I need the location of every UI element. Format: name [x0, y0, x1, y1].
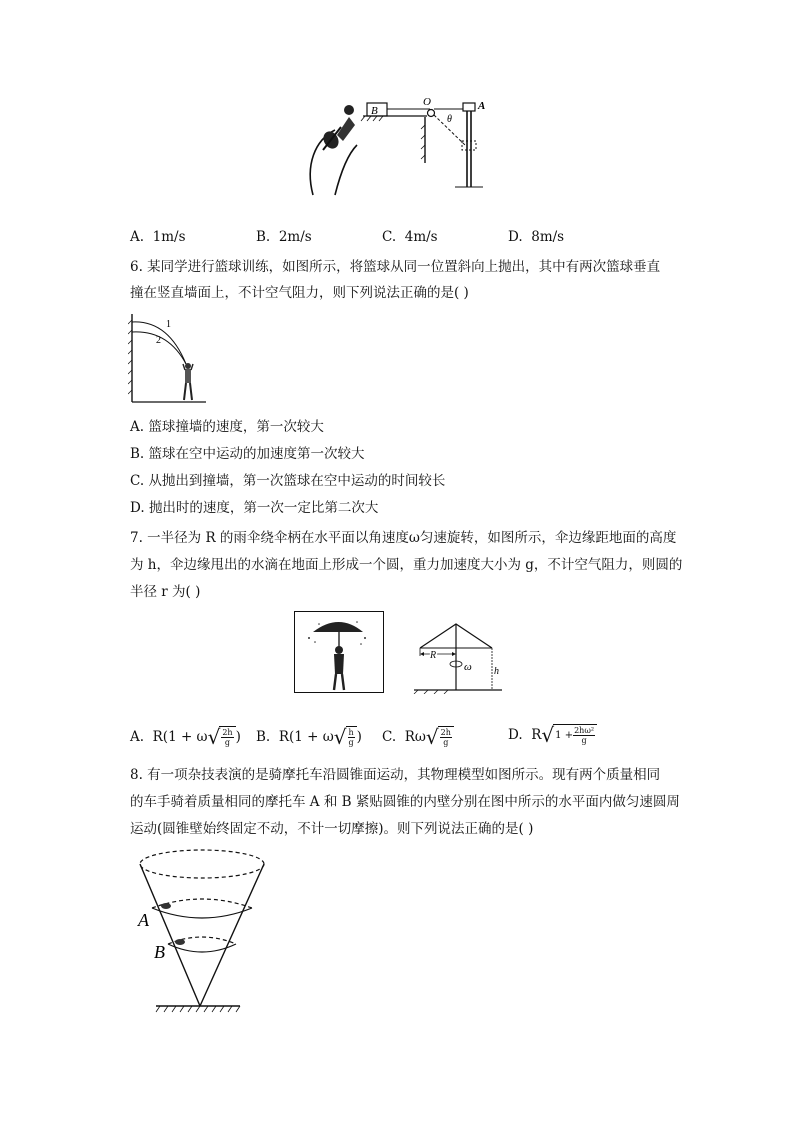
- option-letter: C.: [130, 473, 145, 489]
- umbrella-person-icon: [295, 612, 383, 692]
- option-text: 篮球在空中运动的加速度第一次较大: [148, 446, 365, 462]
- cone-label-b: B: [154, 942, 165, 962]
- q8-stem-line3: 运动(圆锥壁始终固定不动，不计一切摩擦)。则下列说法正确的是( ): [130, 821, 534, 837]
- q7-stem-line3: 半径 r 为( ): [130, 584, 201, 600]
- q7-stem-line2: 为 h，伞边缘甩出的水滴在地面上形成一个圆，重力加速度大小为 g，不计空气阻力，则圆的: [130, 557, 683, 573]
- option-text: 抛出时的速度，第一次一定比第二次大: [148, 500, 379, 516]
- option-text: 篮球撞墙的速度，第一次较大: [148, 419, 324, 435]
- umbrella-label-h: h: [494, 666, 499, 677]
- fraction-numerator: 2h: [222, 728, 233, 737]
- q6-stem-line1: 6. 某同学进行篮球训练，如图所示，将篮球从同一位置斜向上抛出，其中有两次篮球垂直: [130, 259, 661, 275]
- fraction-numerator: h: [348, 728, 354, 737]
- trajectory-label-2: 2: [156, 335, 161, 346]
- option-formula-suffix: ): [235, 728, 241, 745]
- option-letter: A.: [130, 229, 145, 245]
- motorbike-b-icon: [175, 939, 185, 945]
- option-letter: B.: [130, 446, 145, 462]
- q5-option-d[interactable]: [508, 229, 564, 245]
- option-formula-prefix: Rω: [404, 728, 426, 745]
- option-text: 从抛出到撞墙，第一次篮球在空中运动的时间较长: [148, 473, 446, 489]
- option-formula-suffix: ): [356, 728, 362, 745]
- umbrella-photo: [294, 611, 384, 693]
- q6-stem-line2: 撞在竖直墙面上，不计空气阻力，则下列说法正确的是( ): [130, 285, 469, 301]
- sqrt-symbol: √ 1 + $\frac{\text{2hω²}}{g}$: [541, 724, 597, 745]
- sqrt-symbol: √ $\frac{2h}{g}$: [208, 726, 236, 747]
- q8-stem-line1: 8. 有一项杂技表演的是骑摩托车沿圆锥面运动，其物理模型如图所示。现有两个质量相同: [130, 767, 661, 783]
- option-text: 4m/s: [404, 229, 438, 245]
- umbrella-label-r: R: [430, 650, 437, 661]
- option-text: 1m/s: [152, 229, 186, 245]
- option-text: 2m/s: [278, 229, 312, 245]
- fraction-denominator: g: [443, 738, 449, 747]
- q6-option-b[interactable]: [130, 445, 365, 463]
- motorbike-rider-icon: [320, 105, 355, 151]
- q5-option-b[interactable]: [256, 229, 312, 245]
- option-letter: C.: [382, 728, 397, 745]
- q7-option-a[interactable]: [130, 726, 241, 747]
- option-letter: D.: [508, 726, 523, 743]
- q7-option-c[interactable]: [382, 726, 454, 747]
- q7-option-d[interactable]: [508, 724, 597, 745]
- q8-stem-line2: 的车手骑着质量相同的摩托车 A 和 B 紧贴圆锥的内壁分别在图中所示的水平面内做匀速圆周: [130, 794, 680, 810]
- q5-label-b: B: [371, 105, 378, 117]
- option-letter: A.: [130, 419, 145, 435]
- cone-label-a: A: [138, 910, 149, 930]
- q5-option-a[interactable]: [130, 229, 186, 245]
- option-text: 8m/s: [531, 229, 565, 245]
- q5-label-a: A: [478, 100, 486, 112]
- fraction-denominator: g: [224, 738, 231, 747]
- q5-label-theta: θ: [447, 114, 452, 125]
- q5-label-o: O: [423, 96, 431, 108]
- q7-option-b[interactable]: [256, 726, 362, 747]
- q7-stem-line1: 7. 一半径为 R 的雨伞绕伞柄在水平面以角速度ω匀速旋转，如图所示，伞边缘距地面的高度: [130, 530, 677, 546]
- q6-option-a[interactable]: [130, 418, 324, 436]
- option-letter: B.: [256, 229, 271, 245]
- fraction-numerator: 2hω²: [574, 726, 595, 735]
- sqrt-symbol: √ $\frac{2h}{g}$: [426, 726, 454, 747]
- umbrella-diagram: [410, 618, 506, 694]
- q6-option-c[interactable]: [130, 472, 445, 490]
- q5-figure: [295, 95, 515, 205]
- q6-figure: [128, 312, 208, 408]
- formula-term: 1 +: [555, 730, 574, 741]
- umbrella-label-omega: ω: [464, 661, 472, 673]
- option-letter: D.: [130, 500, 145, 516]
- option-formula-prefix: R(1 + ω: [152, 728, 208, 745]
- q6-option-d[interactable]: [130, 499, 378, 517]
- sqrt-symbol: √ $\frac{h}{g}$: [334, 726, 357, 747]
- fraction-denominator: g: [348, 738, 354, 747]
- basketball-player-icon: [183, 363, 193, 400]
- option-letter: A.: [130, 728, 145, 745]
- option-formula-prefix: R(1 + ω: [278, 728, 334, 745]
- fraction-denominator: g: [581, 736, 587, 745]
- option-formula-prefix: R: [531, 726, 542, 743]
- option-letter: C.: [382, 229, 397, 245]
- fraction-numerator: 2h: [440, 728, 451, 737]
- motorbike-a-icon: [161, 903, 171, 909]
- q5-option-c[interactable]: [382, 229, 438, 245]
- option-letter: B.: [256, 728, 271, 745]
- q8-cone-figure: [130, 846, 270, 1018]
- trajectory-label-1: 1: [166, 319, 171, 330]
- option-letter: D.: [508, 229, 523, 245]
